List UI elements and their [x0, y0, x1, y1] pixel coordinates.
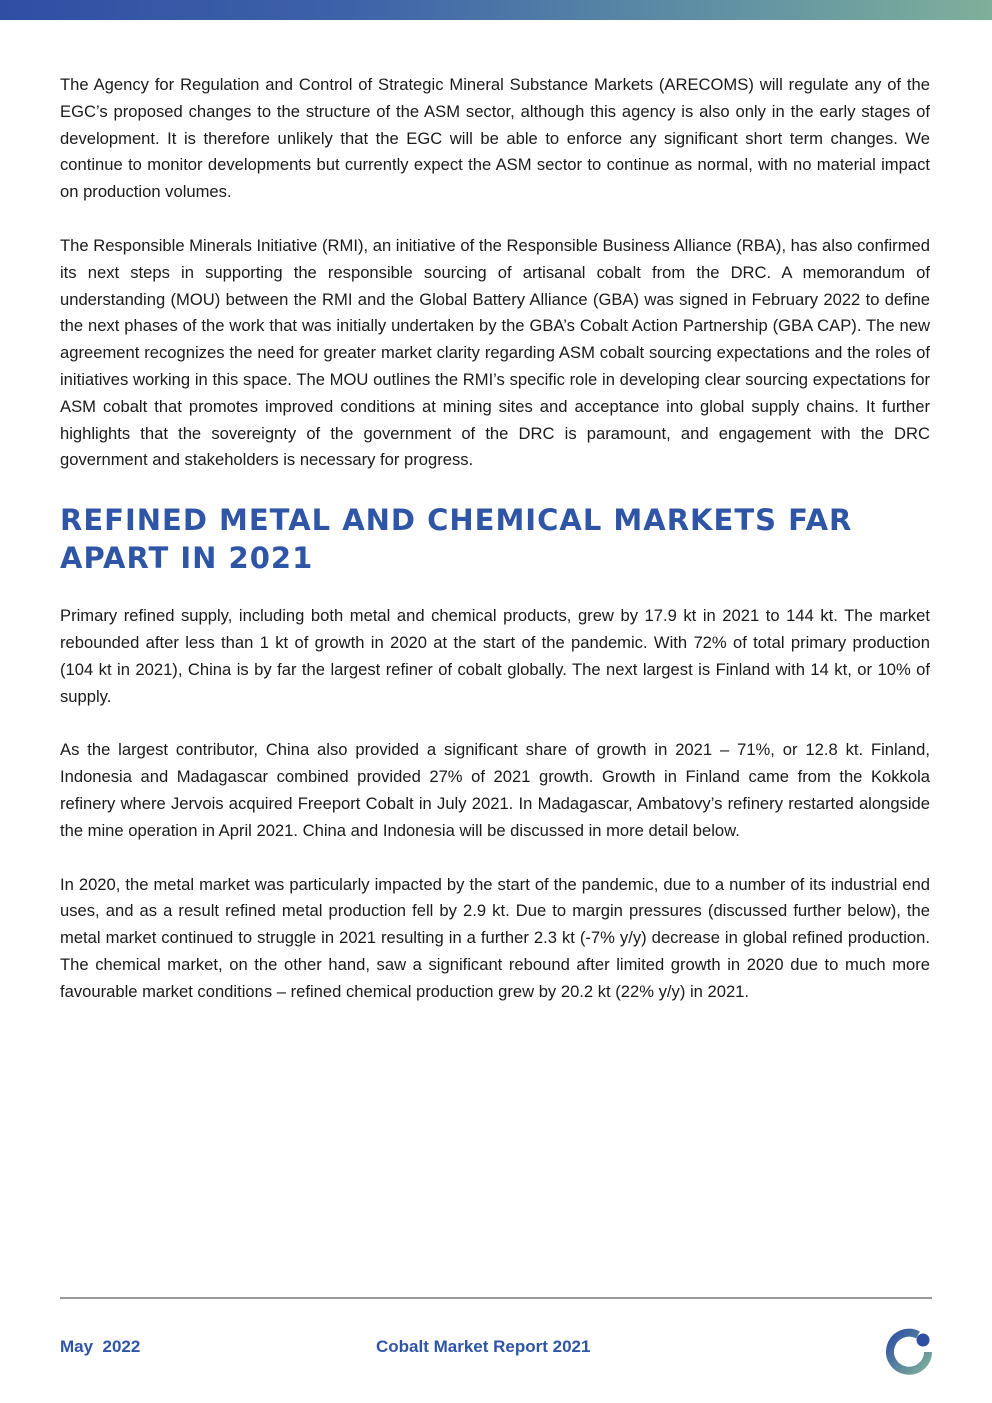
body-paragraph-china-growth: As the largest contributor, China also provided a significant share of growth in 2021 – 71%, or 12.8 kt. Finland, Indonesia and Madagascar combined provided 27% of 2021 growth. Growth in Finland came from the Kokkola refinery where Jervois acquired Freeport Cobalt in July 2021. In Madagascar, Ambatovy’s refinery restarted alongside the mine operation in April 2021. China and Indonesia will be discussed in more detail below. [60, 740, 930, 840]
section-heading [60, 501, 930, 577]
footer-divider [60, 1297, 932, 1299]
section-heading-line-1: REFINED METAL AND CHEMICAL MARKETS FAR [60, 503, 853, 538]
footer-date: May 2022 [60, 1337, 141, 1356]
body-paragraph-metal-market: In 2020, the metal market was particularly impacted by the start of the pandemic, due to a number of its industrial end uses, and as a result refined metal production fell by 2.9 kt. Due to margin pressures (discussed further below), the metal market continued to struggle in 2021 resulting in a further 2.3 kt (-7% y/y) decrease in global refined production. The chemical market, on the other hand, saw a significant rebound after limited growth in 2020 due to much more favourable market conditions – refined chemical production grew by 20.2 kt (22% y/y) in 2021. [60, 874, 930, 1001]
body-paragraph-arecoms: The Agency for Regulation and Control of Strategic Mineral Substance Markets (ARECOMS) will regulate any of the EGC’s proposed changes to the structure of the ASM sector, although this agency is also only in the early stages of development. It is therefore unlikely that the EGC will be able to enforce any significant short term changes. We continue to monitor developments but currently expect the ASM sector to continue as normal, with no material impact on production volumes. [60, 75, 930, 202]
cobalt-institute-logo-icon [884, 1326, 936, 1378]
footer-report-title: Cobalt Market Report 2021 [376, 1337, 591, 1356]
page-body [60, 72, 930, 1033]
body-paragraph-refined-supply: Primary refined supply, including both metal and chemical products, grew by 17.9 kt in 2021 to 144 kt. The market rebounded after less than 1 kt of growth in 2020 at the start of the pandemic. With 72% of total primary production (104 kt in 2021), China is by far the largest refiner of cobalt globally. The next largest is Finland with 14 kt, or 10% of supply. [60, 606, 930, 706]
section-heading-line-2: APART IN 2021 [60, 541, 314, 576]
header-gradient-bar [0, 0, 992, 20]
body-paragraph-rmi: The Responsible Minerals Initiative (RMI), an initiative of the Responsible Business Alliance (RBA), has also confirmed its next steps in supporting the responsible sourcing of artisanal cobalt from the DRC. A memorandum of understanding (MOU) between the RMI and the Global Battery Alliance (GBA) was signed in February 2022 to define the next phases of the work that was initially undertaken by the GBA’s Cobalt Action Partnership (GBA CAP). The new agreement recognizes the need for greater market clarity regarding ASM cobalt sourcing expectations and the roles of initiatives working in this space. The MOU outlines the RMI’s specific role in developing clear sourcing expectations for ASM cobalt that promotes improved conditions at mining sites and acceptance into global supply chains. It further highlights that the sovereignty of the government of the DRC is paramount, and engagement with the DRC government and stakeholders is necessary for progress. [60, 235, 930, 470]
